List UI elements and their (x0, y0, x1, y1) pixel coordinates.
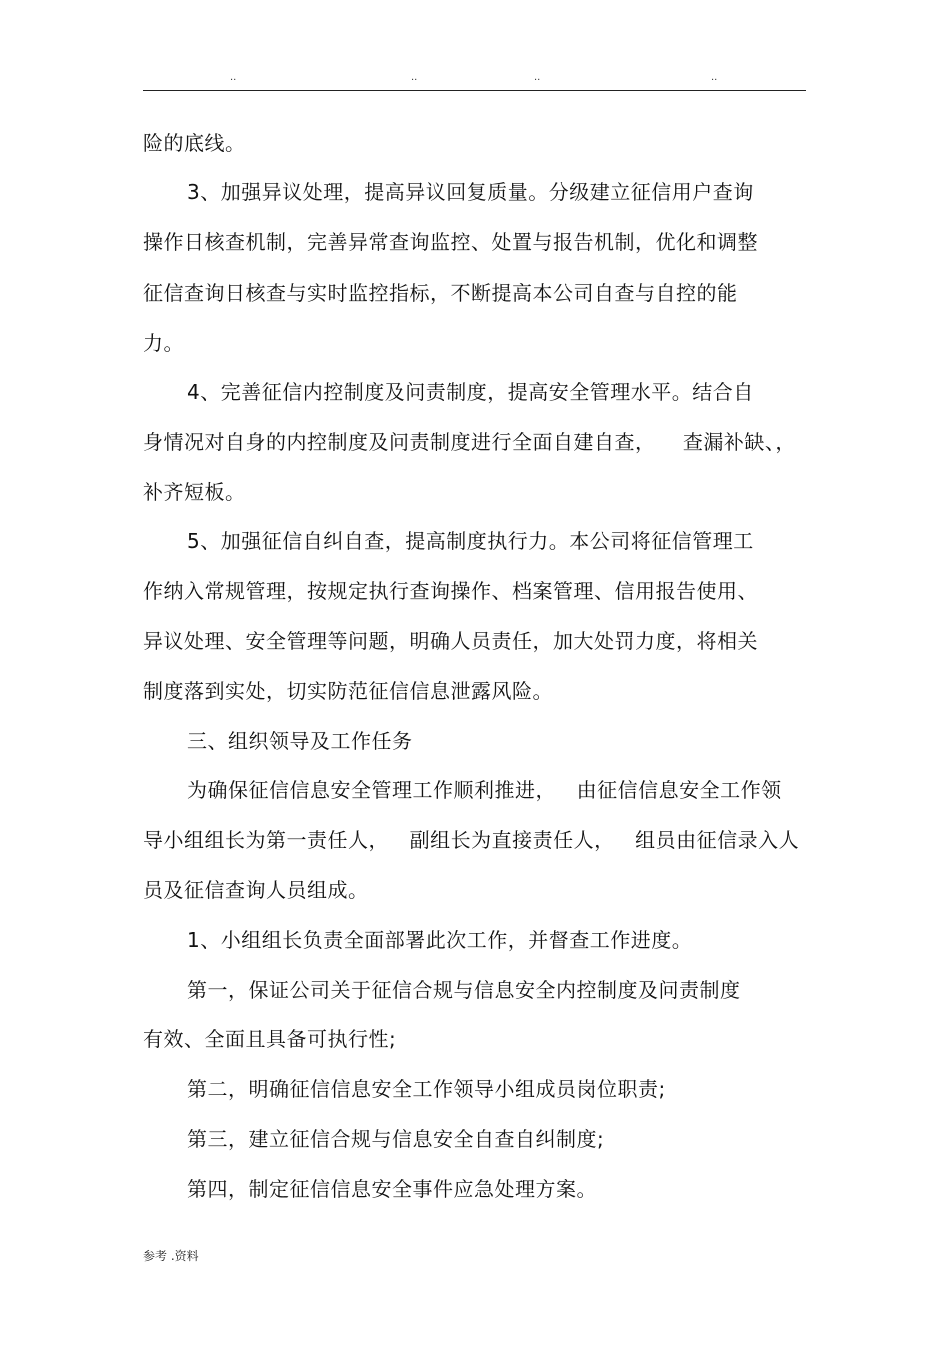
paragraph-line: 有效、全面且具备可执行性; (143, 1027, 397, 1051)
paragraph-line: 异议处理、安全管理等问题，明确人员责任，加大处罚力度，将相关 (143, 629, 758, 653)
paragraph-line: 制度落到实处，切实防范征信信息泄露风险。 (143, 679, 553, 703)
paragraph-line: 1、小组组长负责全面部署此次工作，并督查工作进度。 (187, 928, 693, 952)
paragraph-line: 为确保征信信息安全管理工作顺利推进， 由征信信息安全工作领 (187, 778, 782, 802)
paragraph-line: 第三，建立征信合规与信息安全自查自纠制度; (187, 1127, 605, 1151)
paragraph-line: 第四，制定征信信息安全事件应急处理方案。 (187, 1177, 597, 1201)
paragraph-line: 第二，明确征信信息安全工作领导小组成员岗位职责; (187, 1077, 666, 1101)
paragraph-line: 补齐短板。 (143, 480, 246, 504)
page-footer: 参考 .资料 (143, 1249, 199, 1263)
paragraph-line: 4、完善征信内控制度及问责制度，提高安全管理水平。结合自 (187, 380, 754, 404)
header-mark: .. (711, 72, 718, 83)
paragraph-line: 身情况对自身的内控制度及问责制度进行全面自建自查， 查漏补缺、， (143, 430, 796, 454)
paragraph-line: 3、加强异议处理，提高异议回复质量。分级建立征信用户查询 (187, 180, 754, 204)
paragraph-line: 作纳入常规管理，按规定执行查询操作、档案管理、信用报告使用、 (143, 579, 758, 603)
paragraph-line: 员及征信查询人员组成。 (143, 878, 369, 902)
paragraph-line: 险的底线。 (143, 131, 246, 155)
header-divider (143, 90, 806, 91)
header-mark: .. (411, 72, 418, 83)
paragraph-line: 力。 (143, 331, 184, 355)
section-heading: 三、组织领导及工作任务 (187, 729, 413, 753)
paragraph-line: 5、加强征信自纠自查，提高制度执行力。本公司将征信管理工 (187, 529, 754, 553)
header-mark: .. (230, 72, 237, 83)
page-header-marks (143, 72, 806, 86)
header-mark: .. (534, 72, 541, 83)
paragraph-line: 操作日核查机制，完善异常查询监控、处置与报告机制，优化和调整 (143, 230, 758, 254)
paragraph-line: 导小组组长为第一责任人， 副组长为直接责任人， 组员由征信录入人 (143, 828, 800, 852)
paragraph-line: 征信查询日核查与实时监控指标，不断提高本公司自查与自控的能 (143, 281, 738, 305)
paragraph-line: 第一，保证公司关于征信合规与信息安全内控制度及问责制度 (187, 978, 741, 1002)
